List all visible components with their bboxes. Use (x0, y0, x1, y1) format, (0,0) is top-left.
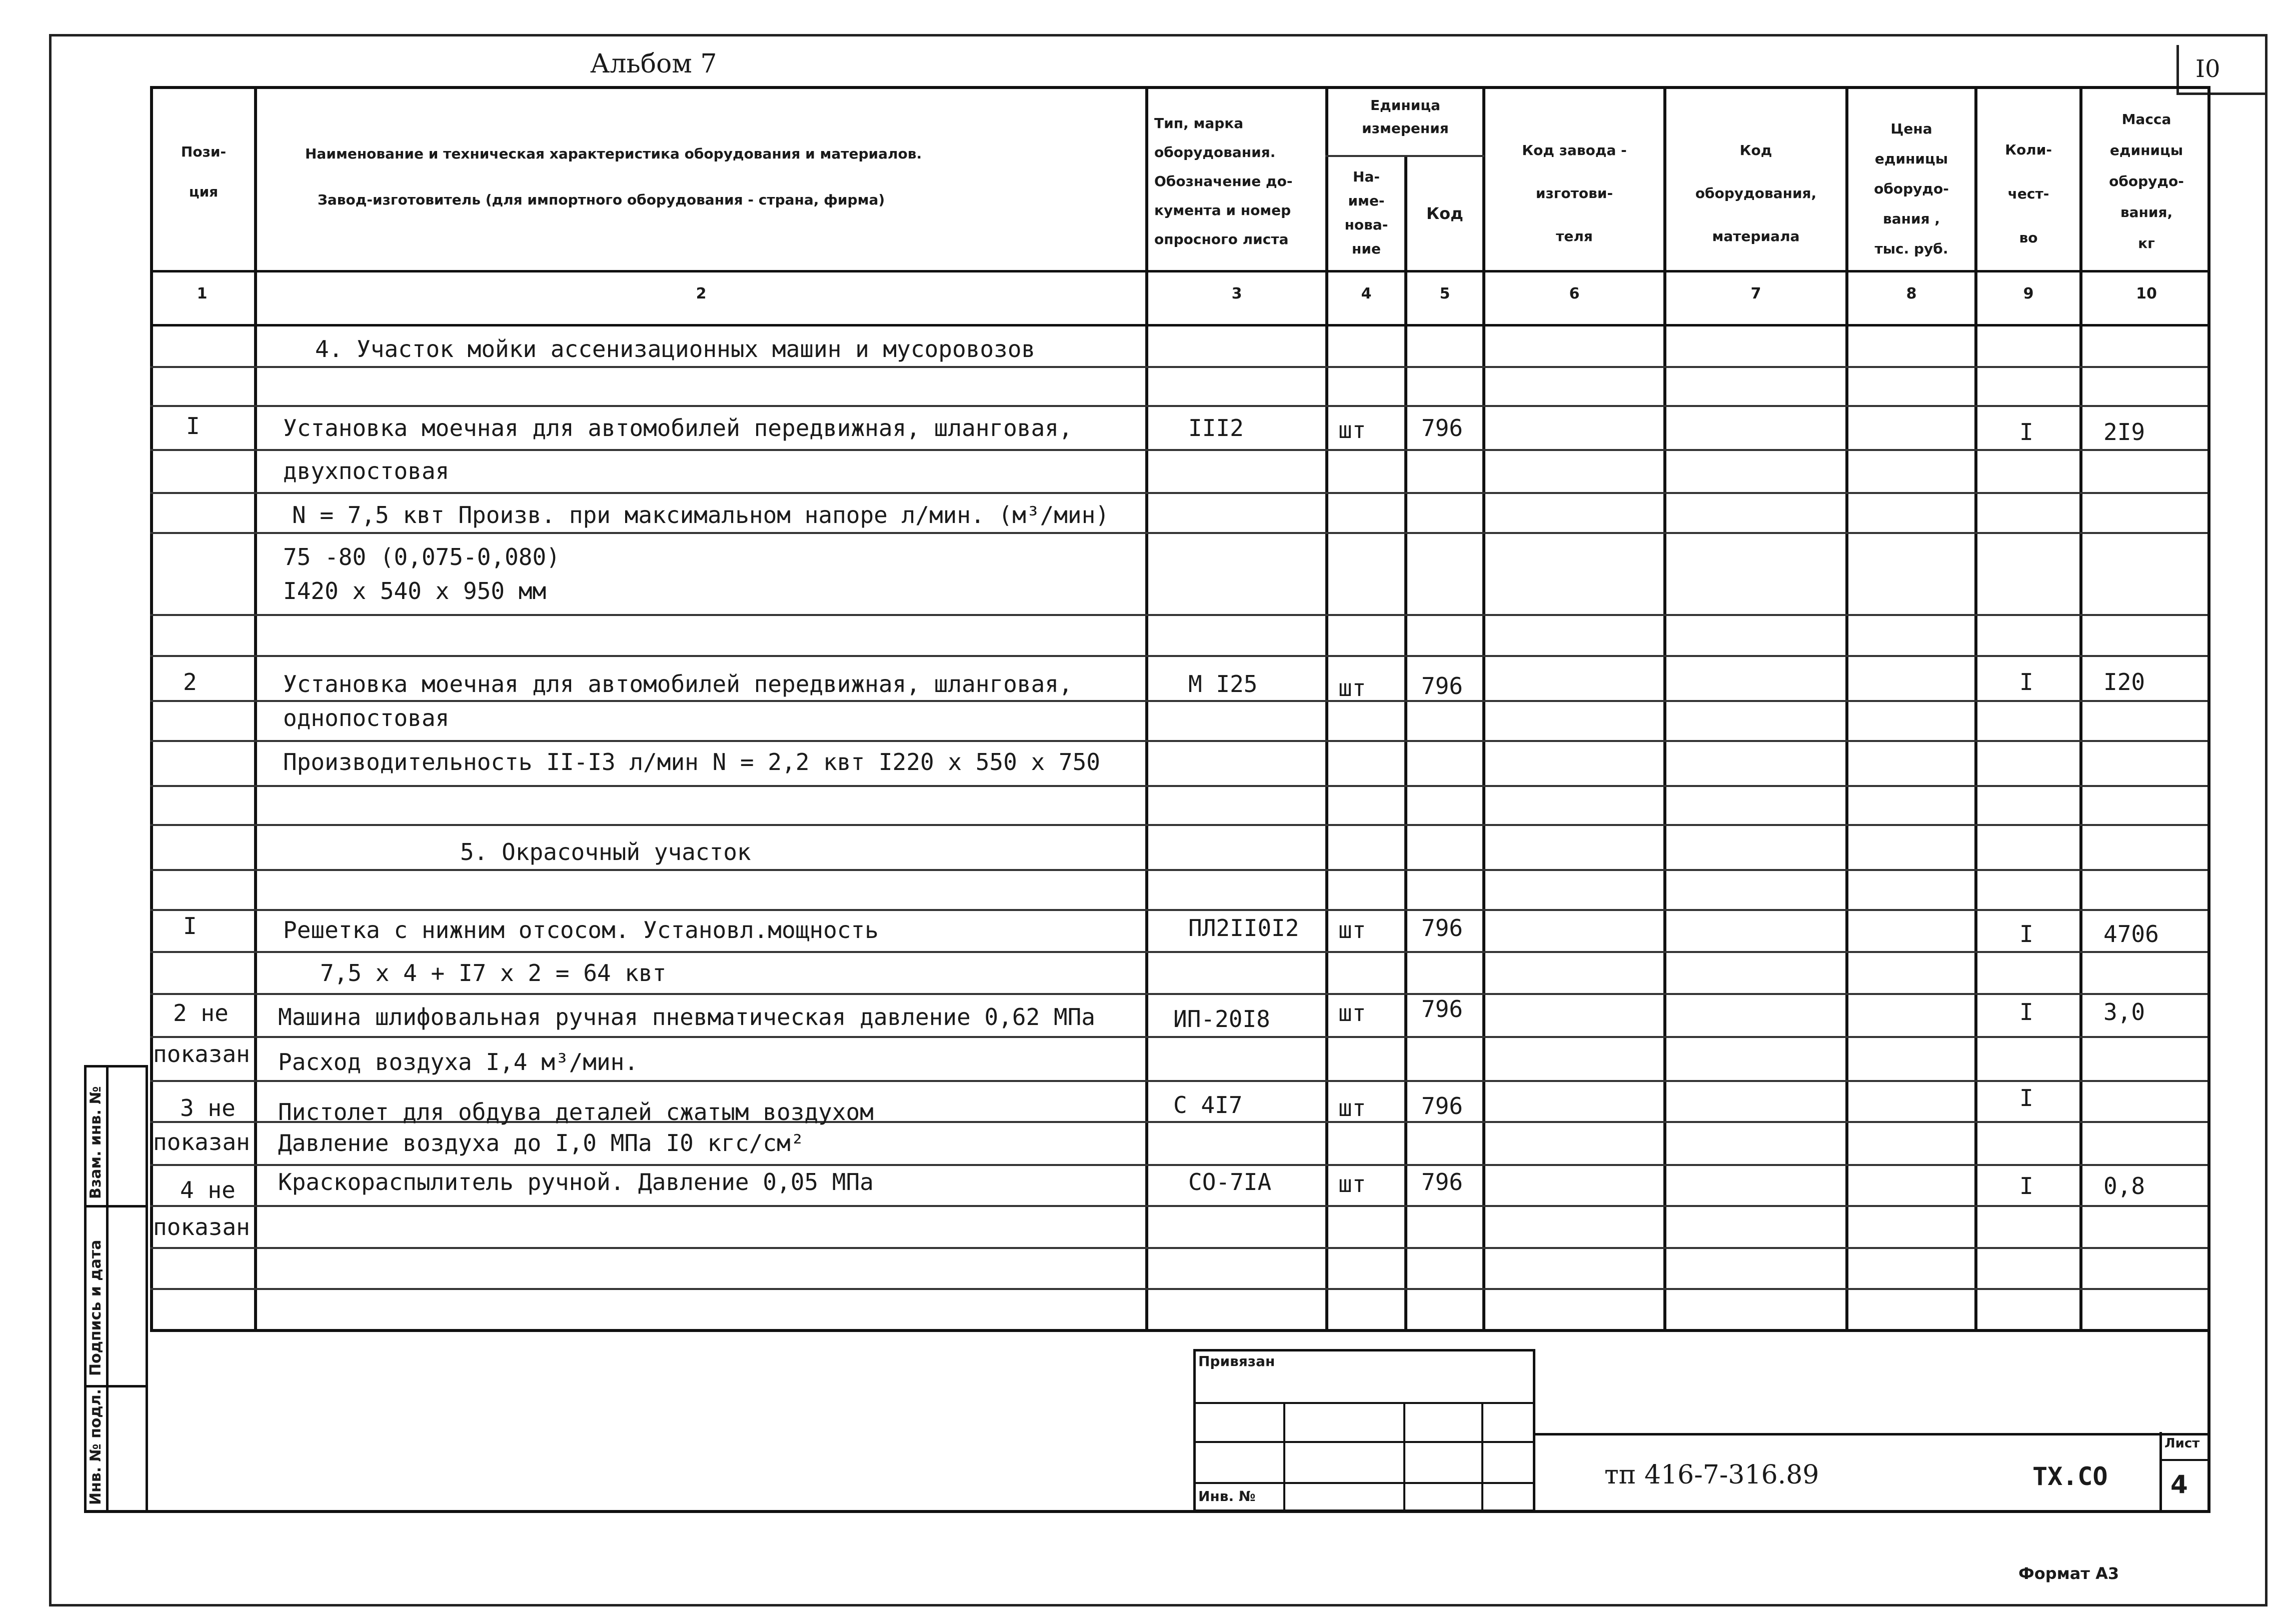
row-name: 7,5 x 4 + I7 x 2 = 64 квт (320, 960, 667, 986)
row-sep (150, 1036, 2210, 1038)
row-mass: 0,8 (2103, 1172, 2145, 1200)
header-type: Тип, марка оборудования. Обозначение до- кумента и номер опросного листа (1154, 115, 1293, 248)
header-equipment-code: Код оборудования, материала (1695, 142, 1817, 244)
header-position: Пози- ция (181, 144, 227, 200)
list-box-sep (2159, 1459, 2209, 1461)
row-sep (150, 993, 2210, 995)
row-code: 796 (1421, 914, 1463, 942)
row-sep (150, 909, 2210, 911)
header-quantity: Коли- чест- во (2005, 142, 2052, 246)
row-type: ИП-20I8 (1173, 1006, 1270, 1032)
header-name: Наименование и техническая характеристика оборудования и материалов. Завод-изготовитель (для импортного оборудования - страна, фирма) (305, 146, 922, 208)
header-unit-code: Код (1426, 204, 1463, 223)
side-stamp-divider (106, 1065, 109, 1512)
row-mass: 4706 (2103, 920, 2159, 948)
row-sep (150, 1080, 2210, 1082)
col-line-1 (254, 86, 257, 1332)
row-name: Пистолет для обдува деталей сжатым воздухом (278, 1098, 874, 1126)
privyazan-label: Привязан (1198, 1353, 1275, 1370)
col-number-7: 7 (1750, 285, 1761, 302)
row-qty: I (2019, 920, 2033, 948)
side-stamp-sep (84, 1385, 148, 1388)
col-number-4: 4 (1361, 285, 1372, 302)
privyazan-sep (1193, 1441, 1535, 1443)
drawing-right-line (2207, 86, 2210, 1513)
row-position: показан (153, 1040, 250, 1068)
side-podpis: Подпись и дата (87, 1240, 105, 1376)
col-line-4 (1404, 155, 1407, 1332)
row-sep (150, 492, 2210, 494)
row-qty: I (2019, 1084, 2033, 1112)
row-sep (150, 1205, 2210, 1207)
header-unit-name: На- име- нова- ние (1344, 168, 1388, 257)
row-name: двухпостовая (283, 458, 450, 484)
row-sep (150, 1247, 2210, 1249)
privyazan-sep (1193, 1402, 1535, 1404)
col-number-3: 3 (1231, 285, 1242, 302)
list-number: 4 (2170, 1470, 2188, 1499)
col-number-1: 1 (197, 285, 208, 302)
row-unit: шт (1338, 1000, 1366, 1026)
row-position: показан (153, 1128, 250, 1156)
row-type: С 4I7 (1173, 1092, 1243, 1118)
row-name: Решетка с нижним отсосом. Установл.мощность (283, 916, 879, 944)
row-sep (150, 951, 2210, 953)
row-unit: шт (1338, 416, 1366, 444)
header-unit: Единица измерения (1362, 97, 1449, 136)
row-position: 4 не (180, 1176, 236, 1204)
row-type: ПЛ2II0I2 (1188, 914, 1299, 942)
row-sep (150, 869, 2210, 871)
side-stamp-sep (84, 1205, 148, 1208)
header-unit-divider (1325, 155, 1484, 157)
row-position: I (183, 912, 197, 940)
col-line-3 (1325, 86, 1328, 1332)
col-line-9 (2079, 86, 2082, 1332)
row-sep (150, 366, 2210, 368)
row-sep (150, 740, 2210, 742)
row-qty: I (2019, 418, 2033, 446)
row-sep (150, 785, 2210, 787)
col-line-8 (1974, 86, 1977, 1332)
section-heading: 5. Окрасочный участок (460, 838, 751, 866)
col-number-5: 5 (1439, 285, 1450, 302)
side-inv-podl: Инв. № подл. (87, 1388, 105, 1505)
header-plant-code: Код завода - изготови- теля (1522, 142, 1627, 244)
col-number-2: 2 (696, 285, 707, 302)
privyazan-col (1481, 1402, 1483, 1511)
row-qty: I (2019, 998, 2033, 1026)
row-sep (150, 824, 2210, 826)
header-bottom-line (150, 270, 2210, 272)
row-sep (150, 614, 2210, 616)
row-qty: I (2019, 1172, 2033, 1200)
row-type: СО-7IА (1188, 1168, 1272, 1196)
header-price: Цена единицы оборудо- вания , тыс. руб. (1874, 120, 1949, 257)
row-position: 2 не (173, 1000, 229, 1026)
row-mass: 2I9 (2103, 418, 2145, 446)
privyazan-col (1403, 1402, 1405, 1511)
row-position: 2 (183, 668, 197, 696)
col-number-6: 6 (1569, 285, 1580, 302)
row-unit: шт (1338, 674, 1366, 702)
row-code: 796 (1421, 414, 1463, 442)
section-heading: 4. Участок мойки ассенизационных машин и мусоровозов (315, 336, 1036, 362)
row-unit: шт (1338, 1094, 1366, 1122)
row-mass: 3,0 (2103, 998, 2145, 1026)
col-number-10: 10 (2136, 285, 2157, 302)
row-name: Давление воздуха до I,0 МПа I0 кгс/см² (278, 1130, 805, 1156)
col-line-7 (1845, 86, 1848, 1332)
row-code: 796 (1421, 1168, 1463, 1196)
colnum-bottom-line (150, 324, 2210, 326)
row-sep (150, 655, 2210, 657)
title-block-top (1535, 1433, 2208, 1436)
row-position: показан (153, 1214, 250, 1240)
row-mass: I20 (2103, 668, 2145, 696)
row-name: Установка моечная для автомобилей передвижная, шланговая, (283, 670, 1073, 698)
section-code: ТХ.СО (2032, 1462, 2108, 1491)
row-name: N = 7,5 квт Произв. при максимальном напоре л/мин. (м³/мин) (292, 502, 1109, 528)
row-position: I (186, 412, 200, 440)
page-corner-number: I0 (2195, 55, 2220, 83)
row-name: однопостовая (283, 704, 450, 732)
header-mass: Масса единицы оборудо- вания, кг (2109, 111, 2184, 252)
row-code: 796 (1421, 996, 1463, 1022)
col-line-5 (1482, 86, 1485, 1332)
row-name: 75 -80 (0,075-0,080) (283, 544, 560, 570)
format-label: Формат А3 (2018, 1564, 2119, 1583)
album-title: Альбом 7 (590, 49, 717, 79)
privyazan-sep (1193, 1482, 1535, 1484)
drawing-bottom-line (84, 1510, 2209, 1513)
row-type: М I25 (1188, 670, 1258, 698)
row-name: Производительность II-I3 л/мин N = 2,2 квт I220 x 550 x 750 (283, 748, 1100, 776)
row-code: 796 (1421, 672, 1463, 700)
col-line-6 (1663, 86, 1666, 1332)
row-position: 3 не (180, 1094, 236, 1122)
privyazan-col (1283, 1402, 1285, 1511)
col-number-8: 8 (1906, 285, 1917, 302)
row-type: III2 (1188, 414, 1244, 442)
row-sep (150, 1288, 2210, 1290)
row-sep (150, 405, 2210, 407)
row-name: Машина шлифовальная ручная пневматическая давление 0,62 МПа (278, 1004, 1095, 1030)
row-name: I420 x 540 x 950 мм (283, 578, 547, 604)
row-sep (150, 1164, 2210, 1166)
row-code: 796 (1421, 1092, 1463, 1120)
row-qty: I (2019, 668, 2033, 696)
side-vzam: Взам. инв. № (87, 1086, 105, 1199)
row-name: Установка моечная для автомобилей передвижная, шланговая, (283, 414, 1073, 442)
doc-code: тп 416-7-316.89 (1604, 1460, 1819, 1490)
row-name: Краскораспылитель ручной. Давление 0,05 МПа (278, 1168, 874, 1196)
row-sep (150, 449, 2210, 451)
row-name: Расход воздуха I,4 м³/мин. (278, 1048, 639, 1076)
col-number-9: 9 (2023, 285, 2034, 302)
row-unit: шт (1338, 1170, 1366, 1198)
list-label: Лист (2164, 1436, 2200, 1451)
row-sep (150, 700, 2210, 702)
col-line-2 (1145, 86, 1148, 1332)
inv-label: Инв. № (1198, 1488, 1256, 1504)
row-unit: шт (1338, 916, 1366, 944)
row-sep (150, 532, 2210, 534)
